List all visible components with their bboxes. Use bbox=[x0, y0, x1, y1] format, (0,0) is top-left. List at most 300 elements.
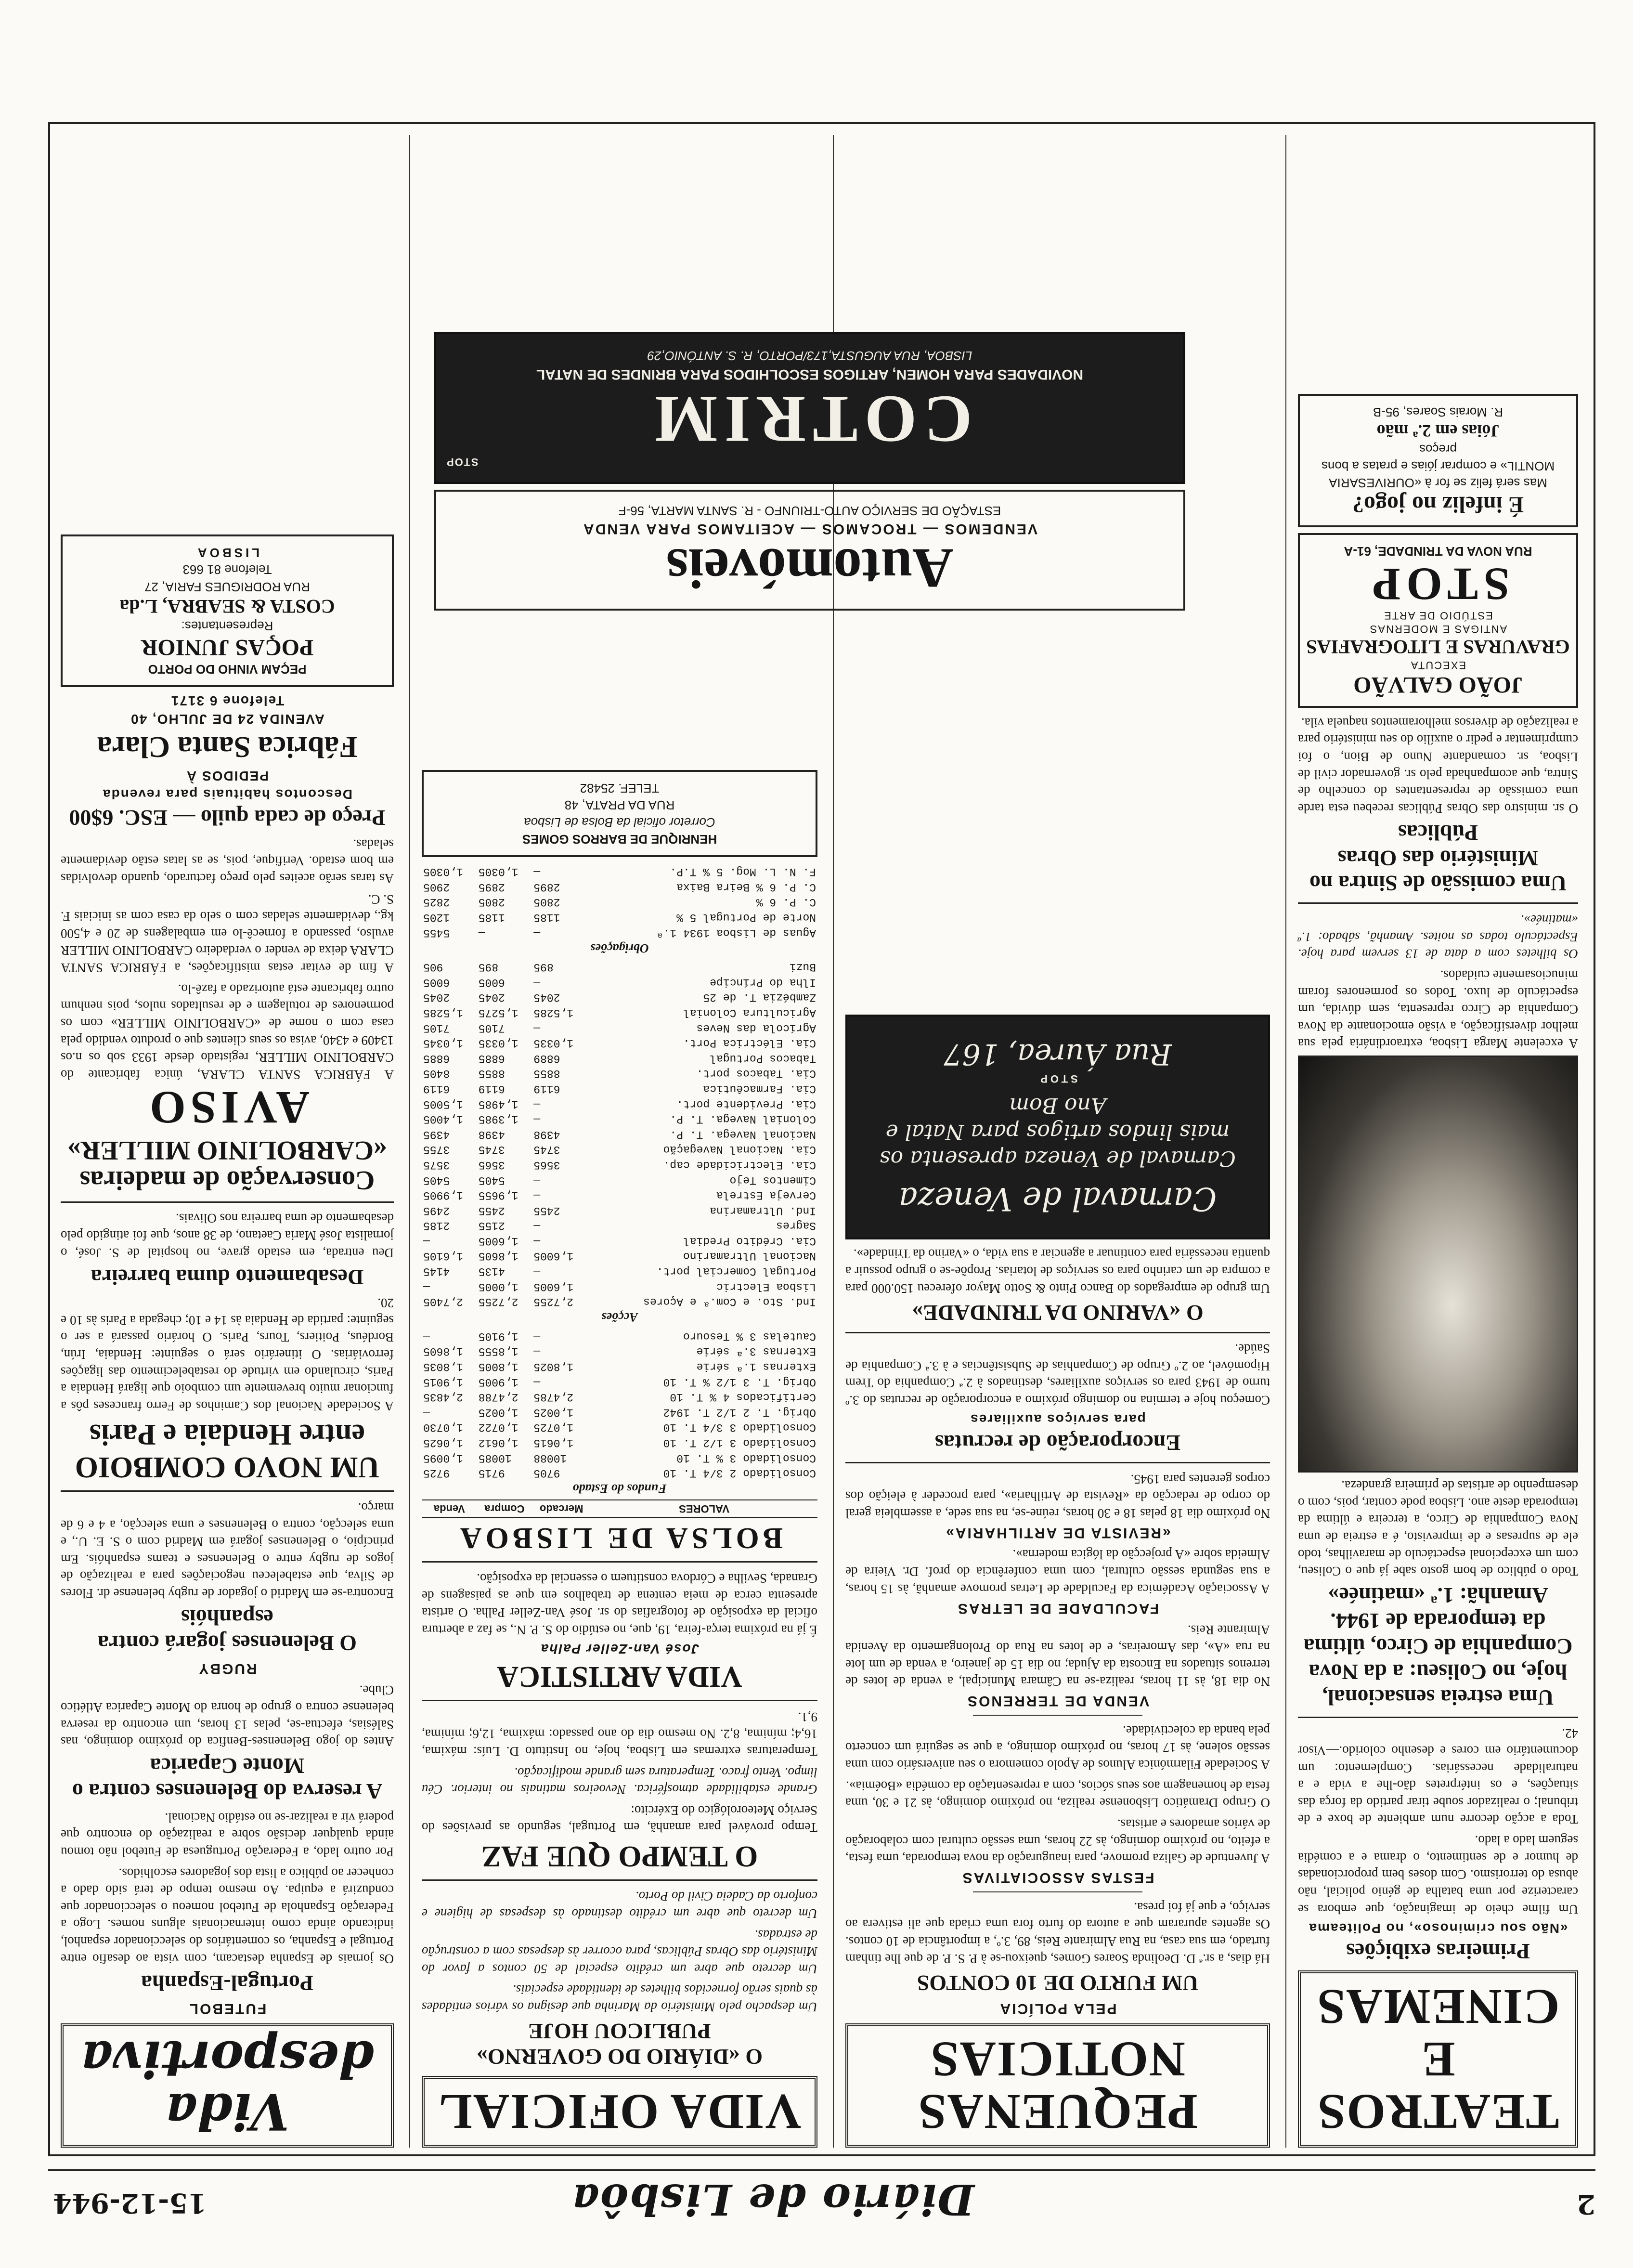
quote-value: — bbox=[533, 1345, 541, 1358]
quote-value: 2895 bbox=[533, 880, 560, 893]
quote-value: 4135 bbox=[478, 1265, 505, 1278]
security-name: Cia. Eléctrica Port. bbox=[683, 1037, 816, 1050]
quote-value: 2,4785 bbox=[533, 1391, 574, 1404]
table-row bbox=[422, 1374, 817, 1389]
quote-value: 1,8605 bbox=[478, 1250, 518, 1263]
recrutas-heading: Encorporação de recrutas bbox=[934, 1430, 1181, 1455]
aviso-title: AVISO bbox=[145, 1082, 310, 1134]
col-header: VALORES bbox=[591, 1500, 817, 1517]
barreira-text: Deu entrada, em estado grave, no hospital de S. José, o jornalista José Maria Caetano, de 38 anos, que foi atingido pelo desabamento de uma barreira nos Olivais. bbox=[61, 1211, 394, 1260]
security-name: Obrig. T. 3 1/2 % T. 10 bbox=[663, 1375, 816, 1388]
table-row bbox=[422, 1126, 817, 1142]
quote-value: 6119 bbox=[533, 1082, 560, 1095]
table-row bbox=[422, 1389, 817, 1405]
quote-value: 4398 bbox=[478, 1128, 505, 1141]
quote-value: 1,8605 bbox=[423, 1345, 463, 1358]
quote-value: 9705 bbox=[533, 1467, 560, 1480]
security-name: Ind. Sto. e Com.ª e Açores bbox=[643, 1295, 816, 1308]
quote-value: 1,0725 bbox=[533, 1421, 574, 1434]
quote-value: 9715 bbox=[478, 1467, 505, 1480]
col-header: Venda bbox=[422, 1500, 477, 1517]
table-row bbox=[422, 1328, 817, 1343]
pocas-advertisement bbox=[61, 534, 394, 687]
divider bbox=[422, 1879, 817, 1881]
tempo-text: Temperaturas extremas em Lisboa, hoje, no Instituto D. Luís: máxima, 16,4; mínima, 8,2. No mesmo dia do ano passado: máxima, 12,6; mínima, 9,1. bbox=[422, 1709, 817, 1759]
galvao-address: RUA NOVA DA TRINDADE, 61-A bbox=[1344, 544, 1532, 559]
quote-value: 3755 bbox=[423, 1143, 450, 1156]
preco-line: Preço de cada quilo — ESC. 6$00 bbox=[69, 806, 386, 831]
circus-photo bbox=[1298, 1056, 1578, 1473]
table-row bbox=[422, 1172, 817, 1187]
furto-heading: UM FURTO DE 10 CONTOS bbox=[917, 1970, 1199, 1995]
quote-value: 895 bbox=[533, 961, 554, 974]
security-name: Consolidado 3 3/4 T. 10 bbox=[663, 1421, 816, 1434]
diario-text: Um despacho pelo Ministério da Marinha que designa os vários entidades às quais serão fornecidos bilhetes de identidade especiais. bbox=[422, 1982, 817, 2015]
bolsa-group-row bbox=[422, 1309, 817, 1328]
table-row bbox=[422, 1050, 817, 1066]
table-row bbox=[422, 909, 817, 925]
teatros-title: TEATROS E CINEMAS bbox=[1316, 1979, 1560, 2139]
automoveis-line: VENDEMOS — TROCAMOS — ACEITAMOS PARA VENDA bbox=[582, 521, 1038, 537]
quote-value: 1,0722 bbox=[478, 1421, 518, 1434]
galvao-brand: STOP bbox=[1366, 559, 1510, 611]
security-name: Cia. Crédito Predial bbox=[683, 1234, 816, 1247]
quote-value: 6889 bbox=[533, 1052, 560, 1065]
comboio-heading: UM NOVO COMBOIO entre Hendaia e Paris bbox=[75, 1418, 380, 1484]
primeiras-heading: Primeiras exibições bbox=[1346, 1939, 1530, 1964]
quote-value: 6005 bbox=[478, 976, 505, 989]
desportiva-section-header bbox=[61, 2023, 394, 2148]
quote-value: 1,0345 bbox=[423, 1037, 463, 1050]
quote-value: 1,0335 bbox=[478, 1037, 518, 1050]
quote-value: 1,5005 bbox=[423, 1097, 463, 1110]
col-header: Mercado bbox=[532, 1500, 591, 1517]
quote-value: 1,0335 bbox=[533, 1037, 574, 1050]
divider bbox=[1298, 1717, 1578, 1718]
table-row bbox=[422, 1233, 817, 1248]
diario-text: Um decreto que abre um crédito especial de 50 contos a favor do Ministério das Obras Públicas, para ocorrer às despesas com a construção de estradas. bbox=[422, 1927, 817, 1976]
divider bbox=[61, 1490, 394, 1492]
quote-value: 2805 bbox=[478, 896, 505, 909]
quote-value: 7105 bbox=[423, 1021, 450, 1034]
quote-value: 1,0730 bbox=[423, 1421, 463, 1434]
quote-value: 1,5285 bbox=[533, 1006, 574, 1019]
costa-address: RUA RODRIGUES FARIA, 27 bbox=[144, 579, 310, 594]
quote-value: 5405 bbox=[423, 1173, 450, 1186]
sintra-heading: Uma comissão de Sintra no Ministério das Obras Públicas bbox=[1309, 820, 1567, 896]
security-name: Sagres bbox=[776, 1219, 816, 1232]
quote-value: 4395 bbox=[423, 1128, 450, 1141]
table-row bbox=[422, 1066, 817, 1081]
security-name: Colonial Navega. T. P. bbox=[670, 1113, 816, 1126]
fabrica-name: Fábrica Santa Clara bbox=[97, 730, 358, 764]
quote-value: 2045 bbox=[533, 991, 560, 1004]
galvao-exec: EXECUTA bbox=[1410, 659, 1466, 671]
quote-value: — bbox=[533, 1113, 541, 1126]
quote-value: 895 bbox=[478, 961, 499, 974]
quote-value: 2,7255 bbox=[533, 1295, 574, 1308]
corretor-phone: TELEF. 25482 bbox=[580, 781, 660, 796]
table-row bbox=[422, 1218, 817, 1233]
table-row bbox=[422, 1081, 817, 1096]
quote-value: 2495 bbox=[423, 1204, 450, 1217]
masthead bbox=[48, 2162, 1595, 2229]
rugby-heading: O Belenenses jogará contra espanhóis bbox=[98, 1605, 357, 1655]
quote-value: 1205 bbox=[423, 911, 450, 924]
festas-text: A Juventude de Galiza promove, para inauguração da nova temporada, uma festa, a efeito, no próximo domingo, às 22 horas, uma sessão cultural com colaboração de vários amadores e artistas. bbox=[845, 1816, 1270, 1866]
security-name: F. N. L. Mog. 5 % T.P. bbox=[670, 865, 816, 878]
carnaval-address: Rua Áurea, 167 bbox=[944, 1037, 1172, 1071]
quote-value: 1,9105 bbox=[478, 1330, 518, 1343]
galvao-advertisement bbox=[1298, 533, 1578, 708]
security-name: Nacional Navega. T. P. bbox=[670, 1128, 816, 1141]
table-row bbox=[422, 1343, 817, 1359]
barreira-heading: Desabamento duma barreira bbox=[91, 1264, 364, 1290]
quote-value: 10088 bbox=[533, 1451, 567, 1464]
quote-value: 2455 bbox=[533, 1204, 560, 1217]
quote-value: 2185 bbox=[423, 1219, 450, 1232]
descontos-line: Descontos habituais para revenda bbox=[102, 787, 352, 802]
table-row bbox=[422, 1035, 817, 1051]
column-teatros bbox=[1286, 388, 1590, 2148]
tempo-text: Tempo provável para amanhã, em Portugal, segundo as previsões do Serviço Meteorológico do Exército: bbox=[422, 1803, 817, 1835]
cotrim-address: LISBOA, RUA AUGUSTA,173/PORTO, R. S. ANTÓNIO,29 bbox=[647, 349, 972, 364]
divider bbox=[61, 1201, 394, 1203]
quote-value: — bbox=[533, 865, 541, 878]
bolsa-table bbox=[422, 864, 817, 1518]
tempo-heading: O TEMPO QUE FAZ bbox=[481, 1839, 758, 1873]
quote-value: — bbox=[533, 1173, 541, 1186]
table-row bbox=[422, 1465, 817, 1481]
galvao-services: GRAVURAS E LITOGRAFIAS bbox=[1306, 636, 1570, 658]
oficial-title: VIDA OFICIAL bbox=[438, 2084, 802, 2139]
quote-value: 2,4788 bbox=[478, 1391, 518, 1404]
quote-value: 1,9005 bbox=[478, 1375, 518, 1388]
table-row bbox=[422, 1096, 817, 1111]
quote-value: 1,0095 bbox=[423, 1451, 463, 1464]
table-row bbox=[422, 925, 817, 940]
noticias-title: PEQUENAS NOTICIAS bbox=[917, 2031, 1198, 2139]
primeiras-subheading: «Não sou criminoso», no Politeama bbox=[1308, 1920, 1568, 1936]
col-header: Compra bbox=[477, 1500, 532, 1517]
table-row bbox=[422, 1434, 817, 1450]
security-name: Aguas de Lisboa 1934 1.ª bbox=[656, 926, 816, 939]
fabrica-phone: Telefone 6 3171 bbox=[170, 693, 285, 708]
corretor-name: HENRIQUE DE BARROS GOMES bbox=[522, 832, 717, 847]
table-row bbox=[422, 1450, 817, 1465]
quote-value: 2,7255 bbox=[478, 1295, 518, 1308]
quote-value: 1,9905 bbox=[423, 1189, 463, 1202]
quote-value: — bbox=[423, 1234, 430, 1247]
bolsa-table-header bbox=[422, 1500, 817, 1517]
quote-value: 6005 bbox=[423, 976, 450, 989]
security-name: Consolidado 3 1/2 T. 10 bbox=[663, 1436, 816, 1449]
festas-text: A Sociedade Filarmónica Alunos de Apolo comemora o seu aniversário com uma sessão solene, às 17 horas, no próximo domingo, a que se seguirá um concerto pela banda da colectividade. bbox=[845, 1723, 1270, 1773]
quote-value: 8405 bbox=[423, 1067, 450, 1080]
table-row bbox=[422, 1202, 817, 1218]
quote-value: 3565 bbox=[533, 1158, 560, 1171]
divider bbox=[973, 1715, 1143, 1716]
divider bbox=[845, 1332, 1270, 1333]
quote-value: 1185 bbox=[533, 911, 560, 924]
sintra-text: O sr. ministro das Obras Públicas recebeu esta tarde uma comissão de representantes do concelho de Sintra, que acompanhada pelo sr. governador civil de Lisboa, sr. comandante Nuno de Bion, o foi cumprimentar e pedir o auxílio do seu ministério para a realização de diversos melhoramentos naquela vila. bbox=[1298, 715, 1578, 816]
quote-value: — bbox=[533, 1265, 541, 1278]
bolsa-group-label: Fundos do Estado bbox=[572, 1482, 667, 1496]
quote-value: 1185 bbox=[478, 911, 505, 924]
table-row bbox=[422, 1294, 817, 1309]
primeiras-text: Toda a acção decorre num ambiente de boxe e de tribunal; o realizador soube tirar partido da força das situações, e os intérpretes dão-lhe a vida e a naturalidade necessárias. Complemento: um documentário em cores e desenho colorido.—Visor 42. bbox=[1298, 1726, 1578, 1827]
bolsa-table-body bbox=[422, 864, 817, 1500]
table-row bbox=[422, 879, 817, 894]
carnaval-brand: STOP bbox=[1037, 1073, 1078, 1085]
quote-value: 8855 bbox=[533, 1067, 560, 1080]
aviso-text: A FÁBRICA SANTA CLARA, única fabricante do CARBOLINIO MILLER, registado desde 1933 sob os n.os 13409 e 4340, avisa os seus clientes que o produto vendido pela casa com o nome de «CARBOLINIO MILLER» com os pormenores de rotulagem e de resultados nulos, pois nenhum outro fabricante está autorizado a fazê-lo. bbox=[61, 981, 394, 1082]
furto-text: Há dias, a sr.ª D. Deolinda Soares Gomes, queixou-se à P. S. P. de que lhe tinham furtado, em sua casa, na Rua Almirante Reis, 89, 3.º, a importância de 10 contos. Os agentes apuraram que a autora do furto fora uma criada que ali estivera ao serviço, e que já foi presa. bbox=[845, 1900, 1270, 1966]
letras-text: A Associação Académica da Faculdade de Letras promove amanhã, às 15 horas, a sua segunda sessão cultural, com uma conferência do prof. Dr. Vieira de Almeida sobre «A projecção da lógica moderna». bbox=[845, 1547, 1270, 1596]
pocas-rep: Representantes: bbox=[181, 618, 273, 633]
security-name: Cia. Tabacos port. bbox=[696, 1067, 816, 1080]
artistica-text: É já na próxima terça-feira, 19, que, no estúdio do S. P. N., se faz a abertura oficial da exposição de fotografias do sr. José Van-Zeller Palha. O artista apresenta cerca de meia centena de trabalhos em que as paisagens de Granada, Sevilha e Córdova constituem o essencial da exposição. bbox=[422, 1571, 817, 1637]
quote-value: 4145 bbox=[423, 1265, 450, 1278]
letras-kicker: FACULDADE DE LETRAS bbox=[956, 1600, 1159, 1616]
leiloes-text: No dia 18, às 11 horas, realiza-se na Câmara Municipal, a venda de lotes de terrenos situados na Encosta da Ajuda; no dia 15 de janeiro, a venda de um lote na rua «A», das Amoreiras, e de lotes na Rua do Prolongamento da Avenida Almirante Reis. bbox=[845, 1623, 1270, 1689]
masthead-rule bbox=[48, 2169, 1595, 2171]
bolsa-heading: BOLSA DE LISBOA bbox=[456, 1522, 783, 1555]
quote-value: — bbox=[533, 1219, 541, 1232]
quote-value: 2,7405 bbox=[423, 1295, 463, 1308]
quote-value: — bbox=[533, 1097, 541, 1110]
quote-value: 2045 bbox=[478, 991, 505, 1004]
artilharia-kicker: «REVISTA DE ARTILHARIA» bbox=[945, 1525, 1171, 1541]
newspaper-title: Diário de Lisbôa bbox=[570, 2175, 974, 2225]
policia-kicker: PELA POLÍCIA bbox=[998, 2000, 1117, 2017]
costa-phone: Telefone 81 663 bbox=[182, 562, 272, 577]
quote-value: 1,3985 bbox=[478, 1113, 518, 1126]
security-name: Obrig. T. 2 1/2 T. 1942 bbox=[663, 1406, 816, 1419]
cotrim-stop: STOP bbox=[446, 456, 479, 468]
quote-value: 1,4985 bbox=[478, 1097, 518, 1110]
table-row bbox=[422, 1142, 817, 1157]
quote-value: 1,8035 bbox=[423, 1360, 463, 1373]
security-name: Cia. Farmacêutica bbox=[703, 1082, 816, 1095]
security-name: Cia. Previdente port. bbox=[676, 1097, 816, 1110]
cotrim-brand: COTRIM bbox=[647, 381, 972, 456]
quote-value: 8855 bbox=[478, 1067, 505, 1080]
quote-value: — bbox=[423, 1330, 430, 1343]
column-desportiva bbox=[49, 529, 405, 2148]
automoveis-address: ESTAÇÃO DE SERVIÇO AUTO-TRIUNFO - R. SANTA MARTA, 56-F bbox=[618, 503, 1001, 518]
quote-value: 6119 bbox=[423, 1082, 450, 1095]
pocas-brand: POÇAS JUNIOR bbox=[141, 634, 314, 660]
corretor-address: RUA DA PRATA, 48 bbox=[564, 798, 675, 813]
varino-text: Um grupo de empregados do Banco Pinto & Sotto Mayor ofereceu 150.000 para a compra de um carinho para os serviços de lotarias. Propõe-se o grupo possuir a quantia necessária para continuar a agenciar a sua vida, o «Varino da Trindade». bbox=[845, 1247, 1270, 1296]
quote-value: 2805 bbox=[533, 896, 560, 909]
table-row bbox=[422, 1020, 817, 1035]
quote-value: 3565 bbox=[478, 1158, 505, 1171]
quote-value: 2155 bbox=[478, 1219, 505, 1232]
montil-heading: É infeliz no jogo? bbox=[1352, 492, 1524, 518]
festas-text: O Grupo Dramático Lisbonense realiza, no próximo domingo, às 21 e 30, uma festa de homenagem aos seus sócios, com a representação da comédia «Boémia». bbox=[845, 1778, 1270, 1811]
tempo-text: Grande estabilidade atmosférica. Nevoeiros matinais no interior. Céu limpo. Vento fraco. Temperatura sem grande modificação. bbox=[422, 1765, 817, 1797]
table-row bbox=[422, 1278, 817, 1294]
galvao-services-sub: ANTIGAS E MODERNAS bbox=[1369, 623, 1507, 636]
quote-value: 7105 bbox=[478, 1021, 505, 1034]
quote-value: — bbox=[533, 1021, 541, 1034]
security-name: Buzi bbox=[789, 961, 816, 974]
quote-value: 1,0025 bbox=[533, 1406, 574, 1419]
quote-value: 905 bbox=[423, 961, 443, 974]
quote-value: 4398 bbox=[533, 1128, 560, 1141]
security-name: Tabacos Portugal bbox=[710, 1052, 816, 1065]
quote-value: 10085 bbox=[478, 1451, 512, 1464]
montil-text: Mas será feliz se for à «OURIVESARIA MONTIL» e comprar jóias e pratas a bons preços bbox=[1321, 442, 1555, 490]
quote-value: — bbox=[533, 1234, 541, 1247]
montil-advertisement bbox=[1298, 394, 1578, 527]
montil-jewels: Jóias em 2.ª mão bbox=[1376, 421, 1500, 441]
quote-value: 2825 bbox=[423, 896, 450, 909]
coliseu-text: Todo o público de bom gosto sabe já que o Coliseu, com um excepcional espectáculo de maravilhas, todo ele de supresas e de imprevisto, é a estreia de uma Nova Companhia de Circo, a terceira e última da temporada deste ano. Lisboa pode contar, pois, com o desempenho de artistas de primeira grandeza. bbox=[1298, 1478, 1578, 1579]
automoveis-box bbox=[434, 490, 1185, 611]
cotrim-advertisement bbox=[434, 332, 1185, 483]
quote-value: — bbox=[533, 1330, 541, 1343]
miller-heading: Conservação de madeiras «CARBOLINIO MILLER» bbox=[67, 1135, 388, 1195]
quote-value: 5455 bbox=[423, 926, 450, 939]
quote-value: — bbox=[533, 976, 541, 989]
quote-value: 1,6005 bbox=[533, 1280, 574, 1293]
table-row bbox=[422, 864, 817, 879]
futebol-kicker: FUTEBOL bbox=[188, 2000, 267, 2017]
corretor-advertisement bbox=[422, 770, 817, 857]
security-name: Norte de Portugal 5 % bbox=[676, 911, 816, 924]
quote-value: 1,6105 bbox=[423, 1250, 463, 1263]
divider bbox=[845, 1462, 1270, 1463]
primeiras-text: Um filme cheio de imaginação, que embora se caracterize por uma batalha de génio policial, não abusa do terrorismo. Com doses bem proporcionadas de humor e de sentimento, o drama e a comédia seguem lado a lado. bbox=[1298, 1833, 1578, 1916]
table-row bbox=[422, 1157, 817, 1172]
cotrim-line: NOVIDADES PARA HOMEN, ARTIGOS ESCOLHIDOS PARA BRINDES DE NATAL bbox=[536, 366, 1084, 382]
carnaval-advertisement bbox=[845, 1015, 1270, 1239]
security-name: Consolidado 3 % T. 10 bbox=[676, 1451, 816, 1464]
artistica-heading: VIDA ARTISTICA bbox=[497, 1660, 742, 1694]
varino-heading: O «VARINO DA TRINDADE» bbox=[912, 1300, 1204, 1325]
quote-value: 2895 bbox=[478, 880, 505, 893]
noticias-section-header bbox=[845, 2023, 1270, 2148]
quote-value: 6885 bbox=[423, 1052, 450, 1065]
page-number: 2 bbox=[1577, 2188, 1595, 2220]
security-name: Agrícola das Neves bbox=[696, 1021, 816, 1034]
quote-value: 1,0305 bbox=[478, 865, 518, 878]
galvao-name: JOÃO GALVÃO bbox=[1353, 672, 1523, 698]
quote-value: 1,8555 bbox=[478, 1345, 518, 1358]
security-name: Cimentos Tejo bbox=[729, 1173, 816, 1186]
security-name: Cerveja Estrela bbox=[716, 1189, 816, 1202]
table-row bbox=[422, 1264, 817, 1279]
quote-value: 1,0612 bbox=[478, 1436, 518, 1449]
quote-value: 2905 bbox=[423, 880, 450, 893]
divider bbox=[973, 1891, 1143, 1892]
pocas-line: PEÇAM VINHO DO PORTO bbox=[148, 662, 307, 677]
costa-city: LISBOA bbox=[194, 546, 260, 560]
security-name: Zambézia T. de 25 bbox=[703, 991, 816, 1004]
leiloes-kicker: VENDA DE TERRENOS bbox=[966, 1693, 1149, 1709]
security-name: Nacional Ultramarino bbox=[683, 1250, 816, 1263]
quote-value: — bbox=[423, 1280, 430, 1293]
column-noticias bbox=[834, 1009, 1282, 2148]
pe-text: Por outro lado, a Federação Portuguesa de Futebol não tomou ainda qualquer decisão sobre a realização do encontro que poderá vir a realizar-se no estádio Nacional. bbox=[61, 1810, 394, 1859]
quote-value: 1,0305 bbox=[423, 865, 463, 878]
table-row bbox=[422, 990, 817, 1005]
coliseu-heading: Uma estreia sensacional, hoje, no Coliseu: a da Nova Companhia de Circo, última da temporada de 1944. Amanhã: 1.ª «matinée» bbox=[1303, 1583, 1573, 1710]
quote-value: 1,6005 bbox=[478, 1234, 518, 1247]
quote-value: 1,0025 bbox=[478, 1406, 518, 1419]
divider bbox=[1298, 902, 1578, 904]
quote-value: — bbox=[478, 926, 485, 939]
bolsa-group-label: Obrigações bbox=[590, 941, 649, 955]
security-name: Ilha do Príncipe bbox=[710, 976, 816, 989]
fabrica-address: AVENIDA 24 DE JULHO, 40 bbox=[130, 711, 324, 727]
diario-text: Um decreto que abre um crédito destinado às despesas de higiene e conforto da Cadeia Civil do Porto. bbox=[422, 1889, 817, 1921]
automoveis-title: Automóveis bbox=[666, 537, 954, 600]
table-row bbox=[422, 1187, 817, 1203]
automoveis-advertisement bbox=[434, 326, 1185, 616]
montil-address: R. Morais Soares, 95-B bbox=[1373, 405, 1503, 420]
security-name: C. P. 6 % Beira Baixa bbox=[676, 880, 816, 893]
quote-value: 6119 bbox=[478, 1082, 505, 1095]
quote-value: 1,5275 bbox=[478, 1006, 518, 1019]
issue-date: 15-12-944 bbox=[53, 2187, 207, 2219]
galvao-studio: ESTÚDIO DE ARTE bbox=[1383, 609, 1493, 622]
security-name: C. P. 6 % bbox=[756, 896, 816, 909]
quote-value: 1,8025 bbox=[533, 1360, 574, 1373]
security-name: Agricultura Colonial bbox=[683, 1006, 816, 1019]
quote-value: 9725 bbox=[423, 1467, 450, 1480]
table-row bbox=[422, 1248, 817, 1264]
quote-value: 1,8005 bbox=[478, 1360, 518, 1373]
aviso-text: As taras serão aceites pelo preço facturado, quando devolvidas em bom estado. Verifique, pois, se as latas estão devidamente seladas. bbox=[61, 836, 394, 886]
recrutas-text: Começou hoje e termina no domingo próximo a encorporação de recrutas do 3.º turno de 1943 para os serviços auxiliares, destinados à 2.ª Companhia do Trem Hipomóvel, ao 2.º Grupo de Companhias de Subsistências e à 3.ª Companhia de Saúde. bbox=[845, 1342, 1270, 1408]
desportiva-title: Vida desportiva bbox=[80, 2029, 374, 2141]
table-row bbox=[422, 959, 817, 975]
security-name: Consolidado 2 3/4 T. 10 bbox=[663, 1467, 816, 1480]
table-row bbox=[422, 894, 817, 910]
comboio-text: A Sociedade Nacional dos Caminhos de Ferro franceses pôs a funcionar muito brevemente um comboio que ligará Hendaia a Paris, circulando em virtude do restabelecimento das ligações ferroviárias. O itinerário será o seguinte: Hendaia, Irún, Bordéus, Poitiers, Tours, Paris. O horário passará a ser o seguinte: partida de Hendaia às 14 e 10; chegada a Paris às 10 e 20. bbox=[61, 1296, 394, 1413]
festas-kicker: FESTAS ASSOCIATIVAS bbox=[961, 1870, 1154, 1886]
quote-value: 1,4005 bbox=[423, 1113, 463, 1126]
table-row bbox=[422, 1404, 817, 1420]
corretor-title: Corretor oficial da Bolsa de Lisboa bbox=[524, 815, 715, 830]
rugby-kicker: RUGBY bbox=[197, 1660, 257, 1677]
quote-value: — bbox=[533, 1375, 541, 1388]
quote-value: 1,5285 bbox=[423, 1006, 463, 1019]
quote-value: 1,9015 bbox=[423, 1375, 463, 1388]
teatros-section-header bbox=[1298, 1970, 1578, 2148]
rugby-text: Encontra-se em Madrid o jogador de rugby belenense dr. Flores de Silva, que estabeleceu negociações para a realização de jogos de rugby entre o Belenenses e teams espanhóis. Em princípio, o Belenenses jogará em Madrid com o S. E. U., e uma selecção, contra o Belenenses e uma selecção, a 4 e 6 de março. bbox=[61, 1500, 394, 1601]
quote-value: 2455 bbox=[478, 1204, 505, 1217]
security-name: Cia. Electricidade cap. bbox=[663, 1158, 816, 1171]
quote-value: — bbox=[423, 1406, 430, 1419]
aviso-text: A fim de evitar estas mistificações, a FÁBRICA SANTA CLARA deixa de vender o verdadeiro CARBOLINIO MILLER avulso, passando a fornecê-lo em embalagens de 20 e 4,500 kg., devidamente seladas com o selo da casa com as iniciais F. S. C. bbox=[61, 892, 394, 976]
oficial-section-header bbox=[422, 2076, 817, 2148]
security-name: Cia. Nacional Navegação bbox=[663, 1143, 816, 1156]
column-oficial bbox=[410, 764, 829, 2148]
quote-value: 1,6005 bbox=[533, 1250, 574, 1263]
carnaval-text: Carnaval de Veneza apresenta os mais lindos artigos para Natal e Ano Bom bbox=[880, 1093, 1236, 1171]
quote-value: 1,0005 bbox=[478, 1280, 518, 1293]
security-name: Externas 1.ª série bbox=[696, 1360, 816, 1373]
security-name: Lisboa Electric bbox=[716, 1280, 816, 1293]
quote-value: 5405 bbox=[478, 1173, 505, 1186]
pedidos-line: PEDIDOS À bbox=[185, 769, 269, 784]
costa-name: COSTA & SEABRA, L.da bbox=[119, 595, 335, 617]
